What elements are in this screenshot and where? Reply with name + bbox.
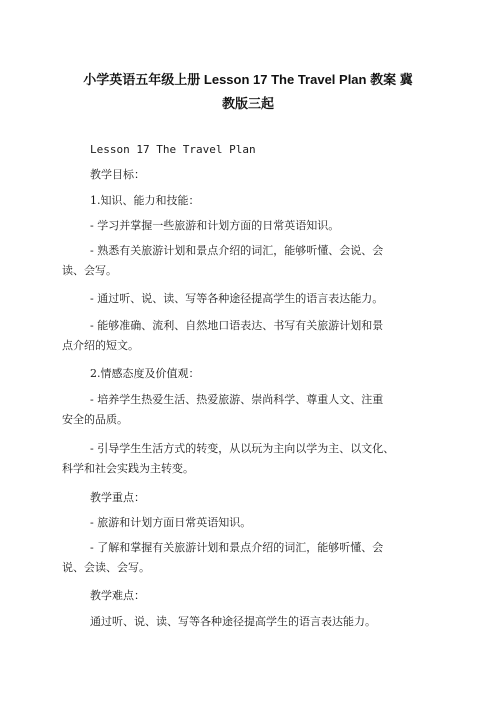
bullet-text: - 熟悉有关旅游计划和景点介绍的词汇，能够听懂、会说、会 xyxy=(90,244,384,257)
bullet-text-continuation: 读、会写。 xyxy=(62,264,117,277)
bullet-text: - 引导学生生活方式的转变，从以玩为主向以学为主、以文化、 xyxy=(90,442,395,455)
section-heading-difficulties: 教学难点： xyxy=(90,589,145,602)
bullet-text: - 通过听、说、读、写等各种途径提高学生的语言表达能力。 xyxy=(90,292,384,305)
body-text: 通过听、说、读、写等各种途径提高学生的语言表达能力。 xyxy=(90,615,376,628)
section-heading-key-points: 教学重点： xyxy=(90,491,145,504)
subsection-heading-knowledge: 1.知识、能力和技能： xyxy=(90,194,200,207)
bullet-text-continuation: 说、会读、会写。 xyxy=(62,561,150,574)
bullet-text: - 学习并掌握一些旅游和计划方面的日常英语知识。 xyxy=(90,219,340,232)
bullet-text-continuation: 科学和社会实践为主转变。 xyxy=(62,462,194,475)
subsection-heading-values: 2.情感态度及价值观： xyxy=(90,367,200,380)
section-heading-objectives: 教学目标： xyxy=(90,168,145,181)
bullet-text: - 培养学生热爱生活、热爱旅游、崇尚科学、尊重人文、注重 xyxy=(90,393,384,406)
document-title-line-1: 小学英语五年级上册 Lesson 17 The Travel Plan 教案 冀 xyxy=(83,72,413,87)
lesson-heading: Lesson 17 The Travel Plan xyxy=(90,143,256,156)
bullet-text: - 了解和掌握有关旅游计划和景点介绍的词汇，能够听懂、会 xyxy=(90,541,384,554)
document-title-line-2: 教版三起 xyxy=(221,96,274,111)
bullet-text: - 能够准确、流利、自然地口语表达、书写有关旅游计划和景 xyxy=(90,319,384,332)
bullet-text: - 旅游和计划方面日常英语知识。 xyxy=(90,516,252,529)
bullet-text-continuation: 安全的品质。 xyxy=(62,413,128,426)
bullet-text-continuation: 点介绍的短文。 xyxy=(62,339,139,352)
